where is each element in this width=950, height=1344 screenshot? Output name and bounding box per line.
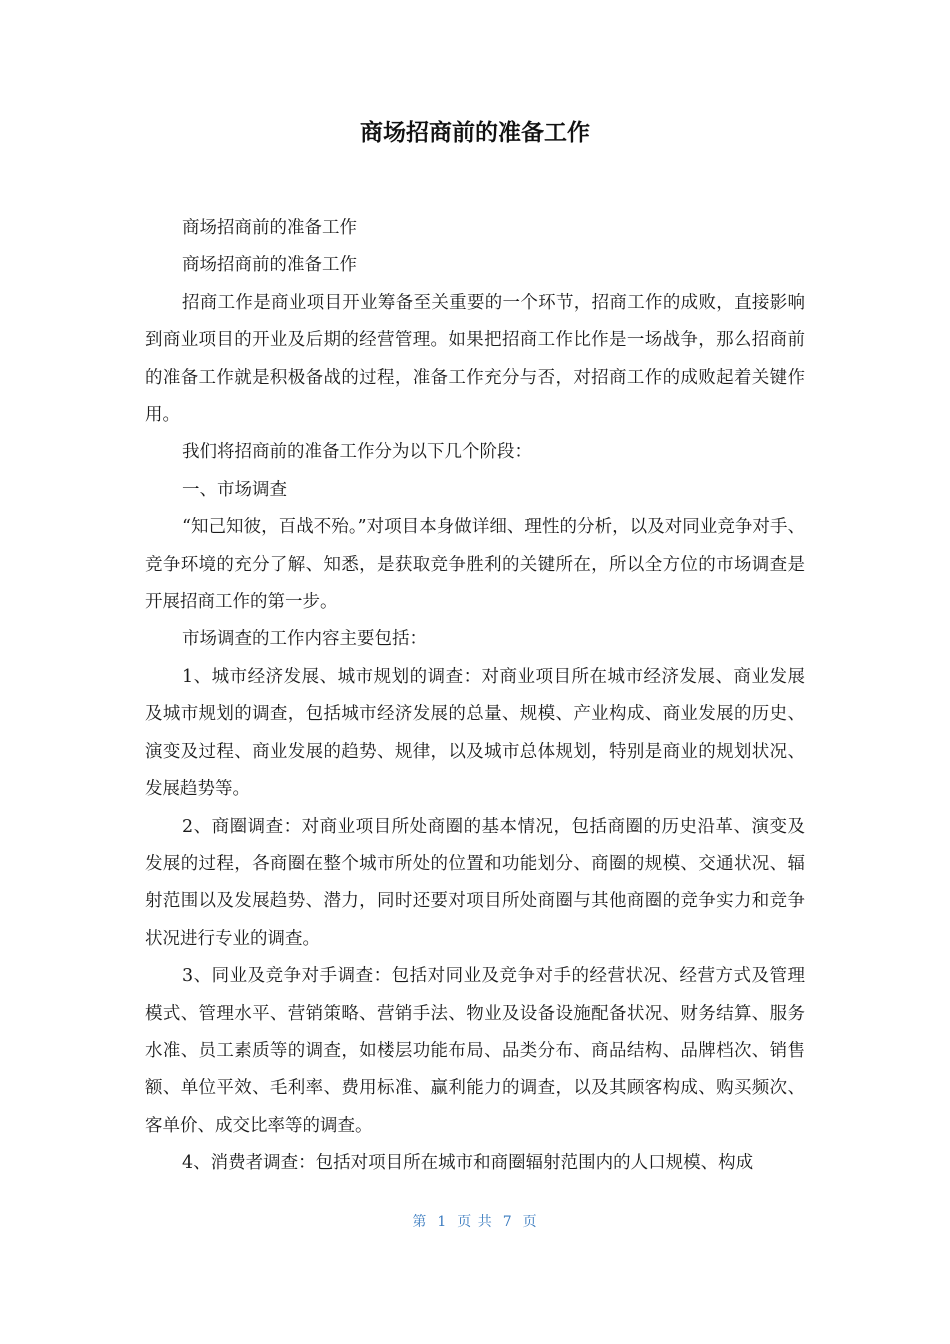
- page-label: 第: [412, 1214, 428, 1230]
- page-of-label: 页 共: [457, 1214, 493, 1230]
- paragraph: 市场调查的工作内容主要包括：: [182, 629, 427, 650]
- document-body: [145, 210, 805, 1183]
- page-suffix-label: 页: [522, 1214, 538, 1230]
- list-item: 1、城市经济发展、城市规划的调查：对商业项目所在城市经济发展、商业发展及城市规划的调查，包括城市经济发展的总量、规模、产业构成、商业发展的历史、演变及过程、商业发展的趋势、规律，以及城市总体规划，特别是商业的规划状况、发展趋势等。: [145, 666, 805, 800]
- document-title: 商场招商前的准备工作: [360, 120, 590, 146]
- total-pages-number: 7: [502, 1214, 513, 1230]
- current-page-number: 1: [437, 1214, 448, 1230]
- list-item: 4、消费者调查：包括对项目所在城市和商圈辐射范围内的人口规模、构成: [182, 1153, 754, 1174]
- list-item: 3、同业及竞争对手调查：包括对同业及竞争对手的经营状况、经营方式及管理模式、管理水平、营销策略、营销手法、物业及设备设施配备状况、财务结算、服务水准、员工素质等的调查，如楼层功能布局、品类分布、商品结构、品牌档次、销售额、单位平效、毛利率、费用标准、赢利能力的调查，以及其顾客构成、购买频次、客单价、成交比率等的调查。: [145, 966, 805, 1136]
- paragraph: 商场招商前的准备工作: [182, 218, 357, 238]
- paragraph: 招商工作是商业项目开业筹备至关重要的一个环节，招商工作的成败，直接影响到商业项目的开业及后期的经营管理。如果把招商工作比作是一场战争，那么招商前的准备工作就是积极备战的过程，准备工作充分与否，对招商工作的成败起着关键作用。: [145, 292, 805, 426]
- list-item: 2、商圈调查：对商业项目所处商圈的基本情况，包括商圈的历史沿革、演变及发展的过程，各商圈在整个城市所处的位置和功能划分、商圈的规模、交通状况、辐射范围以及发展趋势、潜力，同时还要对项目所处商圈与其他商圈的竞争实力和竞争状况进行专业的调查。: [145, 816, 805, 949]
- paragraph: 商场招商前的准备工作: [182, 255, 357, 276]
- page-footer: [0, 1211, 950, 1233]
- paragraph: 我们将招商前的准备工作分为以下几个阶段：: [182, 442, 532, 463]
- paragraph: “知己知彼，百战不殆。”对项目本身做详细、理性的分析，以及对同业竞争对手、竞争环境的充分了解、知悉，是获取竞争胜利的关键所在，所以全方位的市场调查是开展招商工作的第一步。: [145, 517, 805, 613]
- section-heading: 一、市场调查: [182, 479, 287, 500]
